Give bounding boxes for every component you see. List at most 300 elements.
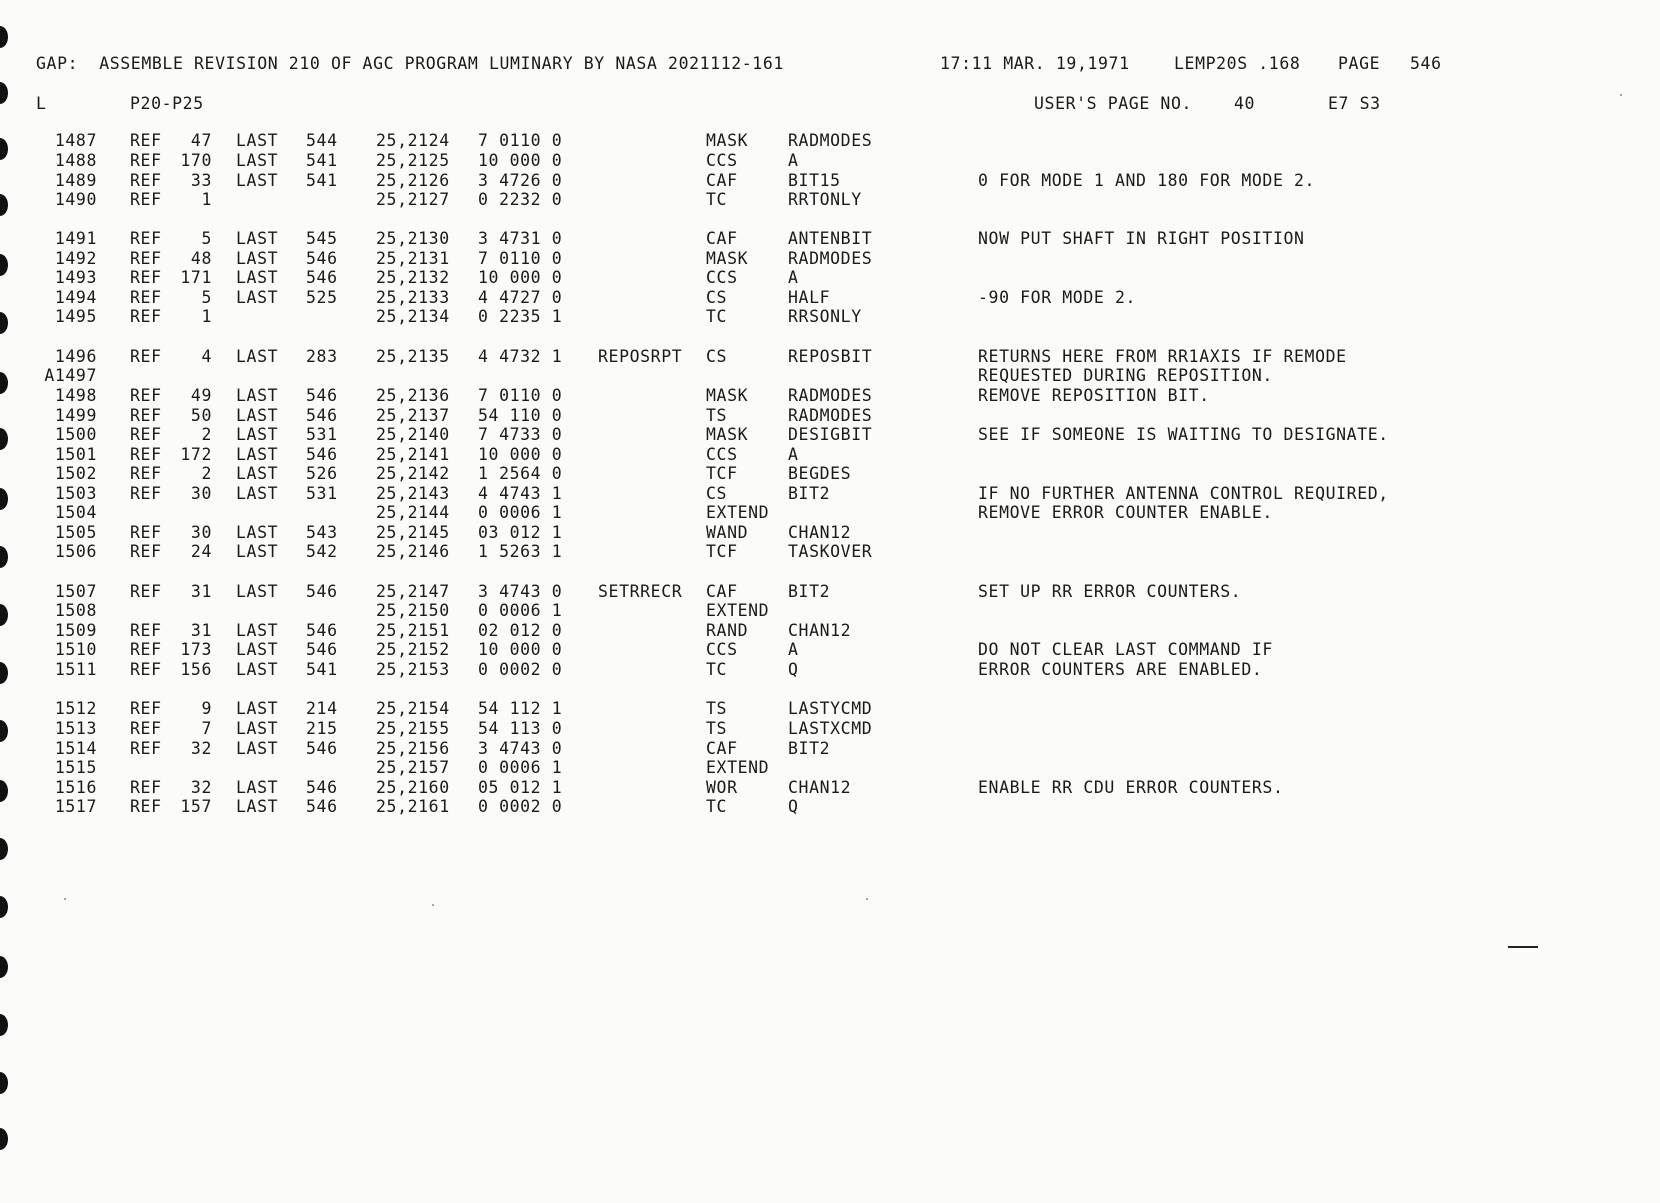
row-code: 10 000 0 — [478, 445, 563, 464]
row-line: 1508 — [54, 601, 97, 620]
row-code: 0 2232 0 — [478, 190, 563, 209]
row-ref: REF — [130, 464, 162, 483]
listing-row — [0, 719, 1640, 739]
row-operand: CHAN12 — [788, 621, 852, 640]
row-code: 0 0006 1 — [478, 758, 563, 777]
row-op: CS — [706, 347, 728, 366]
row-ref: REF — [130, 229, 162, 248]
row-code: 54 112 1 — [478, 699, 563, 718]
row-op: WAND — [706, 523, 749, 542]
row-code: 4 4732 1 — [478, 347, 563, 366]
page-number: 546 — [1410, 54, 1442, 73]
row-ref: REF — [130, 640, 162, 659]
row-addr: 25,2140 — [376, 425, 450, 444]
row-addr: 25,2151 — [376, 621, 450, 640]
row-comment: DO NOT CLEAR LAST COMMAND IF — [978, 640, 1273, 659]
row-ref: REF — [130, 347, 162, 366]
row-ref: REF — [130, 249, 162, 268]
listing-row — [0, 347, 1640, 367]
row-addr: 25,2130 — [376, 229, 450, 248]
row-comment: REMOVE ERROR COUNTER ENABLE. — [978, 503, 1273, 522]
row-line: 1489 — [54, 171, 97, 190]
row-op: CCS — [706, 151, 738, 170]
row-op: TS — [706, 719, 728, 738]
row-last: LAST — [236, 131, 279, 150]
row-refnum: 2 — [201, 464, 212, 483]
row-operand: A — [788, 640, 799, 659]
row-addr: 25,2155 — [376, 719, 450, 738]
section-title: P20-P25 — [130, 94, 204, 113]
stray-speck — [432, 904, 434, 906]
row-addr: 25,2150 — [376, 601, 450, 620]
listing-row — [0, 503, 1640, 523]
row-comment: NOW PUT SHAFT IN RIGHT POSITION — [978, 229, 1305, 248]
row-refnum: 49 — [190, 386, 212, 405]
row-ref: REF — [130, 797, 162, 816]
row-op: TC — [706, 797, 728, 816]
row-operand: TASKOVER — [788, 542, 873, 561]
row-last: LAST — [236, 523, 279, 542]
row-lastnum: 531 — [306, 484, 338, 503]
row-ref: REF — [130, 542, 162, 561]
row-code: 7 0110 0 — [478, 249, 563, 268]
row-line: 1512 — [54, 699, 97, 718]
row-refnum: 31 — [190, 621, 212, 640]
row-addr: 25,2157 — [376, 758, 450, 777]
row-comment: ENABLE RR CDU ERROR COUNTERS. — [978, 778, 1284, 797]
row-ref: REF — [130, 445, 162, 464]
row-operand: RADMODES — [788, 249, 873, 268]
row-last: LAST — [236, 621, 279, 640]
stray-mark — [1508, 946, 1538, 948]
row-lastnum: 541 — [306, 151, 338, 170]
row-ref: REF — [130, 778, 162, 797]
row-op: TS — [706, 699, 728, 718]
row-addr: 25,2133 — [376, 288, 450, 307]
users-page-label: USER'S PAGE NO. — [1034, 94, 1193, 113]
row-op: TC — [706, 190, 728, 209]
listing-type: L — [36, 94, 47, 113]
stray-speck — [866, 898, 868, 900]
row-op: CS — [706, 288, 728, 307]
row-line: 1506 — [54, 542, 97, 561]
row-code: 4 4727 0 — [478, 288, 563, 307]
row-op: CS — [706, 484, 728, 503]
row-ref: REF — [130, 621, 162, 640]
row-code: 0 2235 1 — [478, 307, 563, 326]
row-code: 7 0110 0 — [478, 386, 563, 405]
row-lastnum: 544 — [306, 131, 338, 150]
row-op: TS — [706, 406, 728, 425]
listing-row — [0, 660, 1640, 680]
row-addr: 25,2160 — [376, 778, 450, 797]
row-code: 3 4743 0 — [478, 739, 563, 758]
row-lastnum: 541 — [306, 171, 338, 190]
row-line: 1501 — [54, 445, 97, 464]
row-op: CAF — [706, 171, 738, 190]
row-operand: A — [788, 268, 799, 287]
row-code: 3 4743 0 — [478, 582, 563, 601]
row-operand: LASTYCMD — [788, 699, 873, 718]
row-comment: SET UP RR ERROR COUNTERS. — [978, 582, 1242, 601]
row-operand: BIT2 — [788, 582, 831, 601]
row-refnum: 32 — [190, 739, 212, 758]
row-line: 1488 — [54, 151, 97, 170]
row-last: LAST — [236, 660, 279, 679]
row-comment: ERROR COUNTERS ARE ENABLED. — [978, 660, 1263, 679]
row-lastnum: 546 — [306, 778, 338, 797]
row-refnum: 33 — [190, 171, 212, 190]
row-lastnum: 546 — [306, 797, 338, 816]
row-line: 1510 — [54, 640, 97, 659]
row-code: 3 4726 0 — [478, 171, 563, 190]
row-last: LAST — [236, 484, 279, 503]
row-code: 7 0110 0 — [478, 131, 563, 150]
row-lastnum: 546 — [306, 582, 338, 601]
row-refnum: 30 — [190, 523, 212, 542]
row-refnum: 30 — [190, 484, 212, 503]
row-last: LAST — [236, 699, 279, 718]
row-operand: HALF — [788, 288, 831, 307]
row-addr: 25,2156 — [376, 739, 450, 758]
row-addr: 25,2125 — [376, 151, 450, 170]
row-line: 1493 — [54, 268, 97, 287]
listing-row — [0, 523, 1640, 543]
row-code: 02 012 0 — [478, 621, 563, 640]
row-last: LAST — [236, 640, 279, 659]
row-lastnum: 546 — [306, 445, 338, 464]
row-operand: Q — [788, 797, 799, 816]
row-last: LAST — [236, 425, 279, 444]
listing-row — [0, 758, 1640, 778]
row-comment: IF NO FURTHER ANTENNA CONTROL REQUIRED, — [978, 484, 1389, 503]
row-lastnum: 546 — [306, 268, 338, 287]
row-last: LAST — [236, 719, 279, 738]
listing-row — [0, 386, 1640, 406]
row-op: CAF — [706, 229, 738, 248]
row-comment: REQUESTED DURING REPOSITION. — [978, 366, 1273, 385]
stray-speck — [64, 898, 66, 900]
row-refnum: 157 — [180, 797, 212, 816]
punch-hole — [0, 896, 8, 918]
row-lastnum: 526 — [306, 464, 338, 483]
row-refnum: 2 — [201, 425, 212, 444]
row-operand: RRTONLY — [788, 190, 862, 209]
row-refnum: 170 — [180, 151, 212, 170]
row-code: 0 0002 0 — [478, 797, 563, 816]
listing-row — [0, 171, 1640, 191]
listing-row — [0, 640, 1640, 660]
row-ref: REF — [130, 484, 162, 503]
row-addr: 25,2136 — [376, 386, 450, 405]
row-ref: REF — [130, 719, 162, 738]
row-lastnum: 542 — [306, 542, 338, 561]
row-line: 1498 — [54, 386, 97, 405]
row-last: LAST — [236, 386, 279, 405]
row-line: 1517 — [54, 797, 97, 816]
row-addr: 25,2126 — [376, 171, 450, 190]
row-line: 1509 — [54, 621, 97, 640]
row-line: 1487 — [54, 131, 97, 150]
row-ref: REF — [130, 582, 162, 601]
page-subheader — [0, 94, 1640, 114]
row-operand: RADMODES — [788, 131, 873, 150]
row-code: 10 000 0 — [478, 268, 563, 287]
users-page-number: 40 — [1234, 94, 1256, 113]
row-code: 1 2564 0 — [478, 464, 563, 483]
row-operand: CHAN12 — [788, 523, 852, 542]
listing-row — [0, 797, 1640, 817]
row-operand: BIT15 — [788, 171, 841, 190]
assembly-timestamp: 17:11 MAR. 19,1971 — [940, 54, 1130, 73]
punch-hole — [0, 26, 8, 48]
row-refnum: 1 — [201, 307, 212, 326]
row-ref: REF — [130, 425, 162, 444]
row-addr: 25,2132 — [376, 268, 450, 287]
row-addr: 25,2144 — [376, 503, 450, 522]
listing-row — [0, 151, 1640, 171]
row-addr: 25,2153 — [376, 660, 450, 679]
listing-row — [0, 268, 1640, 288]
row-refnum: 47 — [190, 131, 212, 150]
row-line: 1500 — [54, 425, 97, 444]
row-addr: 25,2146 — [376, 542, 450, 561]
row-ref: REF — [130, 151, 162, 170]
row-addr: 25,2124 — [376, 131, 450, 150]
row-operand: REPOSBIT — [788, 347, 873, 366]
punch-hole — [0, 1072, 8, 1094]
row-code: 1 5263 1 — [478, 542, 563, 561]
row-comment: 0 FOR MODE 1 AND 180 FOR MODE 2. — [978, 171, 1316, 190]
row-ref: REF — [130, 406, 162, 425]
row-line: 1507 — [54, 582, 97, 601]
row-line: 1490 — [54, 190, 97, 209]
row-refnum: 24 — [190, 542, 212, 561]
row-code: 0 0002 0 — [478, 660, 563, 679]
row-op: TCF — [706, 464, 738, 483]
listing-row — [0, 406, 1640, 426]
listing-row — [0, 445, 1640, 465]
row-addr: 25,2135 — [376, 347, 450, 366]
listing-row — [0, 425, 1640, 445]
row-lastnum: 546 — [306, 386, 338, 405]
row-op: CCS — [706, 445, 738, 464]
row-last: LAST — [236, 249, 279, 268]
row-code: 54 113 0 — [478, 719, 563, 738]
row-operand: RADMODES — [788, 406, 873, 425]
row-refnum: 32 — [190, 778, 212, 797]
row-refnum: 171 — [180, 268, 212, 287]
row-op: EXTEND — [706, 758, 770, 777]
row-lastnum: 546 — [306, 406, 338, 425]
row-code: 10 000 0 — [478, 151, 563, 170]
row-addr: 25,2137 — [376, 406, 450, 425]
listing-row — [0, 601, 1640, 621]
row-code: 7 4733 0 — [478, 425, 563, 444]
row-lastnum: 531 — [306, 425, 338, 444]
row-addr: 25,2143 — [376, 484, 450, 503]
row-addr: 25,2142 — [376, 464, 450, 483]
row-lastnum: 546 — [306, 640, 338, 659]
listing-row — [0, 288, 1640, 308]
row-op: RAND — [706, 621, 749, 640]
row-op: CAF — [706, 739, 738, 758]
row-refnum: 173 — [180, 640, 212, 659]
row-operand: Q — [788, 660, 799, 679]
row-refnum: 5 — [201, 288, 212, 307]
row-lastnum: 545 — [306, 229, 338, 248]
row-comment: SEE IF SOMEONE IS WAITING TO DESIGNATE. — [978, 425, 1389, 444]
row-op: MASK — [706, 131, 749, 150]
row-op: CAF — [706, 582, 738, 601]
row-line: 1516 — [54, 778, 97, 797]
row-addr: 25,2127 — [376, 190, 450, 209]
row-ref: REF — [130, 739, 162, 758]
row-operand: BEGDES — [788, 464, 852, 483]
row-refnum: 5 — [201, 229, 212, 248]
row-lastnum: 525 — [306, 288, 338, 307]
row-line: 1513 — [54, 719, 97, 738]
row-op: EXTEND — [706, 503, 770, 522]
punch-hole — [0, 956, 8, 978]
row-refnum: 172 — [180, 445, 212, 464]
row-lastnum: 546 — [306, 739, 338, 758]
row-operand: BIT2 — [788, 484, 831, 503]
row-last: LAST — [236, 445, 279, 464]
listing-row — [0, 582, 1640, 602]
row-addr: 25,2152 — [376, 640, 450, 659]
row-operand: A — [788, 445, 799, 464]
row-refnum: 9 — [201, 699, 212, 718]
row-operand: CHAN12 — [788, 778, 852, 797]
row-ref: REF — [130, 190, 162, 209]
row-code: 0 0006 1 — [478, 601, 563, 620]
row-line: 1504 — [54, 503, 97, 522]
row-last: LAST — [236, 797, 279, 816]
row-operand: RRSONLY — [788, 307, 862, 326]
row-lastnum: 214 — [306, 699, 338, 718]
row-lastnum: 543 — [306, 523, 338, 542]
row-operand: RADMODES — [788, 386, 873, 405]
listing-row — [0, 249, 1640, 269]
row-refnum: 50 — [190, 406, 212, 425]
row-op: TCF — [706, 542, 738, 561]
row-op: TC — [706, 307, 728, 326]
row-op: CCS — [706, 640, 738, 659]
page-label: PAGE — [1338, 54, 1381, 73]
listing-row — [0, 739, 1640, 759]
row-code: 4 4743 1 — [478, 484, 563, 503]
row-last: LAST — [236, 151, 279, 170]
row-lastnum: 541 — [306, 660, 338, 679]
row-comment: -90 FOR MODE 2. — [978, 288, 1137, 307]
row-op: CCS — [706, 268, 738, 287]
punch-hole — [0, 838, 8, 860]
row-refnum: 4 — [201, 347, 212, 366]
row-addr: 25,2161 — [376, 797, 450, 816]
listing-row — [0, 464, 1640, 484]
row-ref: REF — [130, 523, 162, 542]
row-line: 1514 — [54, 739, 97, 758]
row-ref: REF — [130, 131, 162, 150]
row-line: 1495 — [54, 307, 97, 326]
row-code: 0 0006 1 — [478, 503, 563, 522]
row-operand: LASTXCMD — [788, 719, 873, 738]
row-refnum: 48 — [190, 249, 212, 268]
row-ref: REF — [130, 307, 162, 326]
row-line: A1497 — [44, 366, 97, 385]
row-refnum: 1 — [201, 190, 212, 209]
row-line: 1511 — [54, 660, 97, 679]
row-refnum: 31 — [190, 582, 212, 601]
row-line: 1492 — [54, 249, 97, 268]
row-last: LAST — [236, 347, 279, 366]
row-ref: REF — [130, 386, 162, 405]
row-op: MASK — [706, 249, 749, 268]
job-id: LEMP20S .168 — [1174, 54, 1301, 73]
row-last: LAST — [236, 288, 279, 307]
punch-hole — [0, 1128, 8, 1150]
row-op: MASK — [706, 425, 749, 444]
row-line: 1502 — [54, 464, 97, 483]
row-ref: REF — [130, 268, 162, 287]
row-comment: REMOVE REPOSITION BIT. — [978, 386, 1210, 405]
row-ref: REF — [130, 171, 162, 190]
row-code: 05 012 1 — [478, 778, 563, 797]
row-line: 1503 — [54, 484, 97, 503]
listing-row — [0, 131, 1640, 151]
row-refnum: 7 — [201, 719, 212, 738]
sheet-code: E7 S3 — [1328, 94, 1381, 113]
row-comment: RETURNS HERE FROM RR1AXIS IF REMODE — [978, 347, 1347, 366]
row-last: LAST — [236, 464, 279, 483]
row-lastnum: 546 — [306, 249, 338, 268]
listing-row — [0, 542, 1640, 562]
row-line: 1515 — [54, 758, 97, 777]
row-last: LAST — [236, 739, 279, 758]
listing-row — [0, 190, 1640, 210]
row-addr: 25,2147 — [376, 582, 450, 601]
listing-row — [0, 621, 1640, 641]
row-refnum: 156 — [180, 660, 212, 679]
row-last: LAST — [236, 268, 279, 287]
row-line: 1505 — [54, 523, 97, 542]
row-operand: DESIGBIT — [788, 425, 873, 444]
row-line: 1491 — [54, 229, 97, 248]
row-addr: 25,2145 — [376, 523, 450, 542]
listing-row — [0, 307, 1640, 327]
row-operand: ANTENBIT — [788, 229, 873, 248]
listing-row — [0, 366, 1640, 386]
row-label: SETRRECR — [598, 582, 683, 601]
listing-row — [0, 699, 1640, 719]
row-code: 3 4731 0 — [478, 229, 563, 248]
row-operand: BIT2 — [788, 739, 831, 758]
row-addr: 25,2154 — [376, 699, 450, 718]
program-title: GAP: ASSEMBLE REVISION 210 OF AGC PROGRAM LUMINARY BY NASA 2021112-161 — [36, 54, 784, 73]
punch-hole — [0, 1014, 8, 1036]
row-line: 1496 — [54, 347, 97, 366]
row-ref: REF — [130, 660, 162, 679]
listing-row — [0, 484, 1640, 504]
row-line: 1499 — [54, 406, 97, 425]
row-last: LAST — [236, 171, 279, 190]
row-addr: 25,2141 — [376, 445, 450, 464]
row-code: 03 012 1 — [478, 523, 563, 542]
row-lastnum: 283 — [306, 347, 338, 366]
row-op: EXTEND — [706, 601, 770, 620]
row-op: WOR — [706, 778, 738, 797]
